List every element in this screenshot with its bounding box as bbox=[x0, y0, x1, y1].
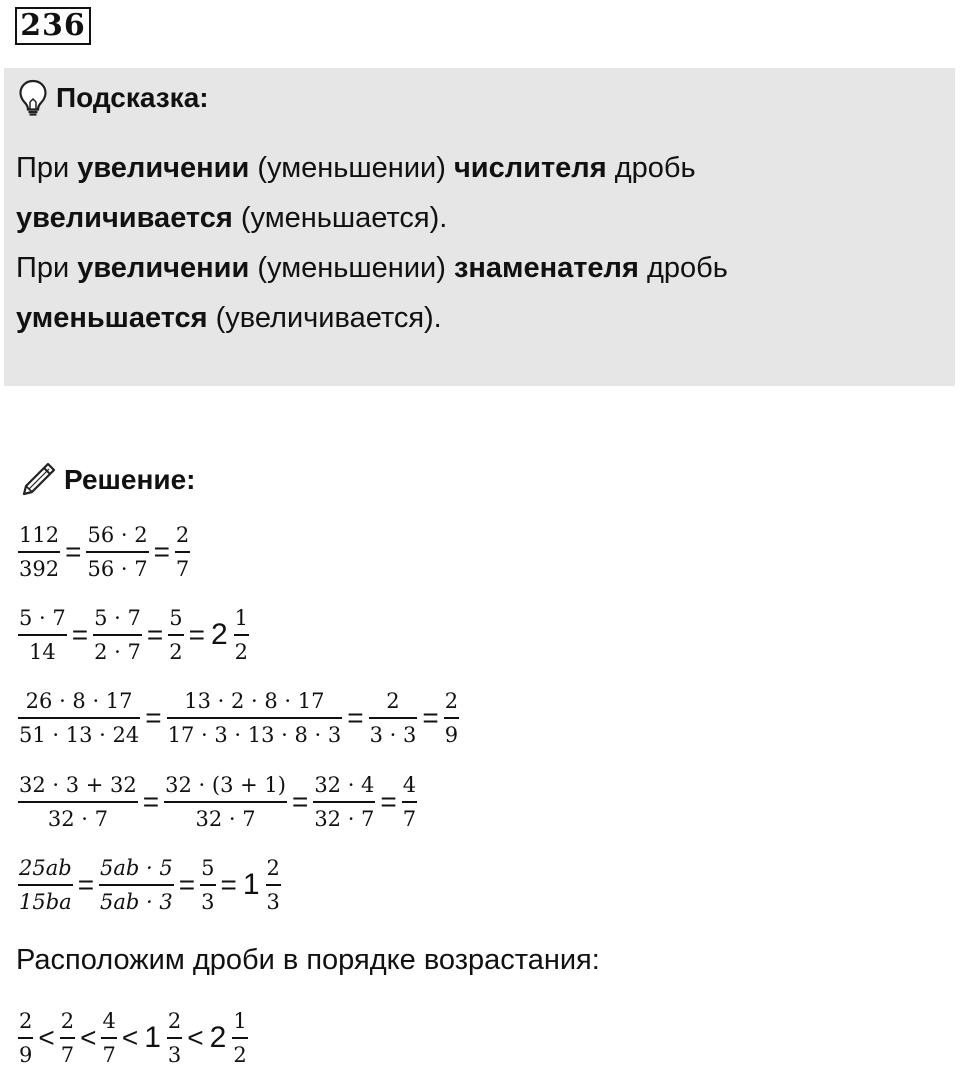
numerator: 32 · 4 bbox=[314, 773, 375, 797]
denominator: 3 bbox=[266, 884, 281, 915]
lightbulb-icon bbox=[18, 79, 48, 117]
less-than-sign: < bbox=[80, 1022, 97, 1053]
equals-sign: = bbox=[77, 869, 95, 900]
fraction bbox=[18, 855, 73, 915]
numerator: 56 · 2 bbox=[87, 523, 148, 547]
whole-part: 2 bbox=[209, 1021, 227, 1054]
numerator: 1 bbox=[234, 606, 249, 630]
denominator: 2 bbox=[168, 634, 183, 665]
fraction bbox=[402, 772, 417, 832]
fraction bbox=[266, 855, 281, 915]
hint-line bbox=[16, 143, 936, 193]
solution-title: Решение: bbox=[64, 464, 196, 495]
fraction bbox=[234, 605, 249, 665]
denominator: 32 · 7 bbox=[164, 801, 287, 832]
denominator: 7 bbox=[101, 1037, 116, 1068]
numerator: 112 bbox=[19, 523, 60, 547]
denominator: 51 · 13 · 24 bbox=[18, 717, 140, 748]
denominator: 2 bbox=[234, 634, 249, 665]
equals-sign: = bbox=[65, 536, 82, 567]
denominator: 32 · 7 bbox=[18, 801, 138, 832]
text: (увеличивается). bbox=[207, 302, 442, 334]
fraction bbox=[175, 522, 190, 582]
numerator: 5 bbox=[169, 606, 183, 630]
denominator: 7 bbox=[175, 551, 190, 582]
denominator: 3 bbox=[167, 1037, 182, 1068]
order-sentence: Расположим дроби в порядке возрастания: bbox=[16, 944, 600, 976]
denominator: 5ab · 3 bbox=[99, 884, 174, 915]
equation-1 bbox=[16, 522, 192, 582]
equals-sign: = bbox=[71, 619, 89, 650]
fraction bbox=[232, 1008, 247, 1068]
bold-text: увеличивается bbox=[16, 202, 233, 234]
denominator: 3 bbox=[200, 884, 215, 915]
numerator: 5 · 7 bbox=[94, 606, 141, 630]
text: дробь bbox=[606, 152, 696, 184]
numerator: 5 bbox=[201, 856, 215, 880]
hint-line bbox=[16, 293, 936, 343]
equals-sign: = bbox=[178, 869, 196, 900]
numerator: 2 bbox=[386, 689, 400, 713]
denominator: 9 bbox=[444, 717, 459, 748]
denominator: 392 bbox=[18, 551, 60, 582]
denominator: 56 · 7 bbox=[86, 551, 148, 582]
denominator: 9 bbox=[18, 1037, 33, 1068]
numerator: 2 bbox=[266, 856, 280, 880]
fraction bbox=[313, 772, 375, 832]
denominator: 14 bbox=[18, 634, 67, 665]
equation-5 bbox=[16, 855, 283, 915]
numerator: 4 bbox=[102, 1009, 116, 1033]
denominator: 15ba bbox=[18, 884, 73, 915]
less-than-sign: < bbox=[121, 1022, 139, 1053]
less-than-sign: < bbox=[38, 1022, 55, 1053]
fraction bbox=[444, 688, 459, 748]
ordering-line bbox=[16, 1008, 250, 1068]
numerator: 2 bbox=[167, 1009, 182, 1033]
numerator: 2 bbox=[19, 1009, 33, 1033]
equals-sign: = bbox=[142, 786, 160, 817]
fraction bbox=[168, 605, 183, 665]
denominator: 2 bbox=[232, 1037, 247, 1068]
text: (уменьшении) bbox=[249, 252, 454, 284]
bold-text: увеличении bbox=[77, 152, 250, 184]
equation-4 bbox=[16, 772, 419, 832]
fraction bbox=[369, 688, 418, 748]
numerator: 32 · (3 + 1) bbox=[165, 773, 286, 797]
bold-text: знаменателя bbox=[453, 252, 639, 284]
numerator: 2 bbox=[444, 689, 459, 713]
hint-line bbox=[16, 243, 936, 293]
fraction bbox=[167, 688, 343, 748]
hint-title: Подсказка: bbox=[56, 82, 209, 113]
fraction bbox=[18, 522, 60, 582]
bold-text: увеличении bbox=[77, 252, 250, 284]
task-number: 236 bbox=[15, 7, 91, 45]
fraction bbox=[18, 1008, 33, 1068]
whole-part: 1 bbox=[242, 868, 260, 901]
fraction bbox=[200, 855, 215, 915]
hint-header bbox=[18, 78, 209, 118]
fraction bbox=[101, 1008, 116, 1068]
pencil-icon bbox=[18, 460, 58, 500]
text: (уменьшается). bbox=[232, 202, 448, 234]
fraction bbox=[18, 688, 140, 748]
numerator: 2 bbox=[60, 1009, 75, 1033]
denominator: 7 bbox=[60, 1037, 75, 1068]
denominator: 32 · 7 bbox=[313, 801, 375, 832]
numerator: 26 · 8 · 17 bbox=[25, 689, 133, 713]
text: При bbox=[16, 252, 78, 284]
numerator: 32 · 3 + 32 bbox=[19, 773, 137, 797]
fraction bbox=[167, 1008, 182, 1068]
equals-sign: = bbox=[188, 619, 205, 650]
whole-part: 2 bbox=[210, 618, 228, 651]
bold-text: уменьшается bbox=[16, 302, 208, 334]
fraction bbox=[18, 772, 138, 832]
denominator: 2 · 7 bbox=[93, 634, 142, 665]
equals-sign: = bbox=[347, 702, 364, 733]
equals-sign: = bbox=[380, 786, 397, 817]
equals-sign: = bbox=[145, 702, 162, 733]
numerator: 13 · 2 · 8 · 17 bbox=[184, 689, 325, 713]
numerator: 5ab · 5 bbox=[100, 856, 173, 880]
numerator: 5 · 7 bbox=[19, 606, 66, 630]
fraction bbox=[86, 522, 148, 582]
numerator: 4 bbox=[402, 773, 417, 797]
text: (уменьшении) bbox=[249, 152, 454, 184]
equals-sign: = bbox=[291, 786, 309, 817]
text: дробь bbox=[638, 252, 728, 284]
fraction bbox=[93, 605, 142, 665]
text: При bbox=[16, 152, 78, 184]
fraction bbox=[99, 855, 174, 915]
equals-sign: = bbox=[153, 536, 170, 567]
denominator: 3 · 3 bbox=[369, 717, 418, 748]
numerator: 25ab bbox=[19, 856, 72, 880]
hint-text bbox=[16, 143, 936, 343]
whole-part: 1 bbox=[144, 1021, 161, 1054]
bold-text: числителя bbox=[453, 152, 607, 184]
hint-line bbox=[16, 193, 936, 243]
equals-sign: = bbox=[220, 869, 237, 900]
equation-2 bbox=[16, 605, 251, 665]
numerator: 1 bbox=[233, 1009, 247, 1033]
denominator: 7 bbox=[402, 801, 417, 832]
equals-sign: = bbox=[422, 702, 439, 733]
fraction bbox=[18, 605, 67, 665]
equation-3 bbox=[16, 688, 461, 748]
less-than-sign: < bbox=[187, 1022, 204, 1053]
fraction bbox=[164, 772, 287, 832]
denominator: 17 · 3 · 13 · 8 · 3 bbox=[167, 717, 343, 748]
equals-sign: = bbox=[146, 619, 164, 650]
numerator: 2 bbox=[175, 523, 190, 547]
fraction bbox=[60, 1008, 75, 1068]
solution-header bbox=[18, 458, 195, 502]
